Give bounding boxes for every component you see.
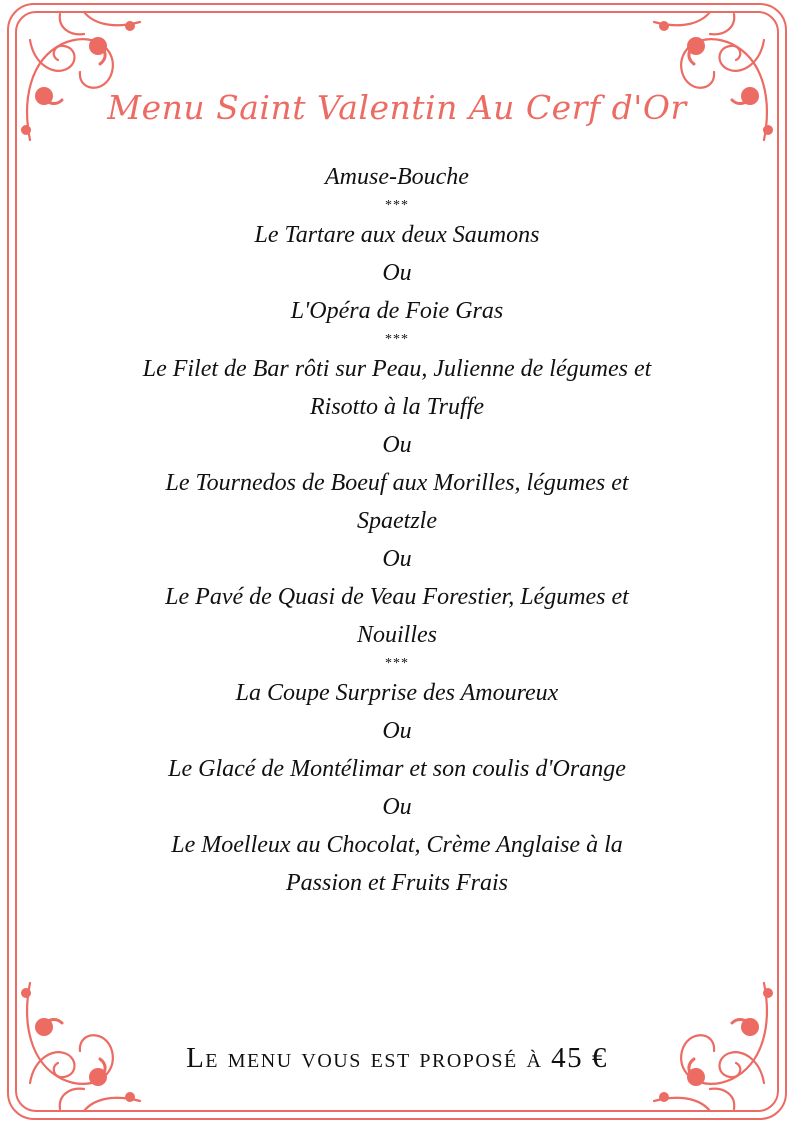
main-option-line: Risotto à la Truffe	[309, 394, 485, 420]
main-option-line: Le Filet de Bar rôti sur Peau, Julienne de légumes et	[142, 356, 652, 382]
separator: ***	[385, 198, 409, 213]
or-label: Ou	[382, 546, 412, 572]
main-option-line: Nouilles	[356, 622, 437, 648]
dessert-option-line: Le Moelleux au Chocolat, Crème Anglaise à la	[171, 832, 623, 858]
main-option-line: Le Tournedos de Boeuf aux Morilles, légumes et	[165, 470, 629, 496]
menu-courses	[100, 158, 694, 902]
or-label: Ou	[382, 260, 412, 286]
amuse-bouche: Amuse-Bouche	[325, 164, 469, 190]
or-label: Ou	[382, 718, 412, 744]
dessert-option: Le Glacé de Montélimar et son coulis d'Orange	[168, 756, 626, 782]
main-option-line: Spaetzle	[357, 508, 437, 534]
starter-option: L'Opéra de Foie Gras	[290, 298, 504, 324]
main-option-line: Le Pavé de Quasi de Veau Forestier, Légumes et	[165, 584, 629, 610]
or-label: Ou	[382, 794, 412, 820]
starter-option: Le Tartare aux deux Saumons	[254, 222, 540, 248]
dessert-option-line: Passion et Fruits Frais	[285, 870, 508, 896]
dessert-option: La Coupe Surprise des Amoureux	[235, 680, 559, 706]
separator: ***	[385, 656, 409, 671]
or-label: Ou	[382, 432, 412, 458]
separator: ***	[385, 332, 409, 347]
menu-price: Le menu vous est proposé à 45 €	[186, 1042, 608, 1074]
menu-title: Menu Saint Valentin Au Cerf d'Or	[107, 88, 687, 127]
